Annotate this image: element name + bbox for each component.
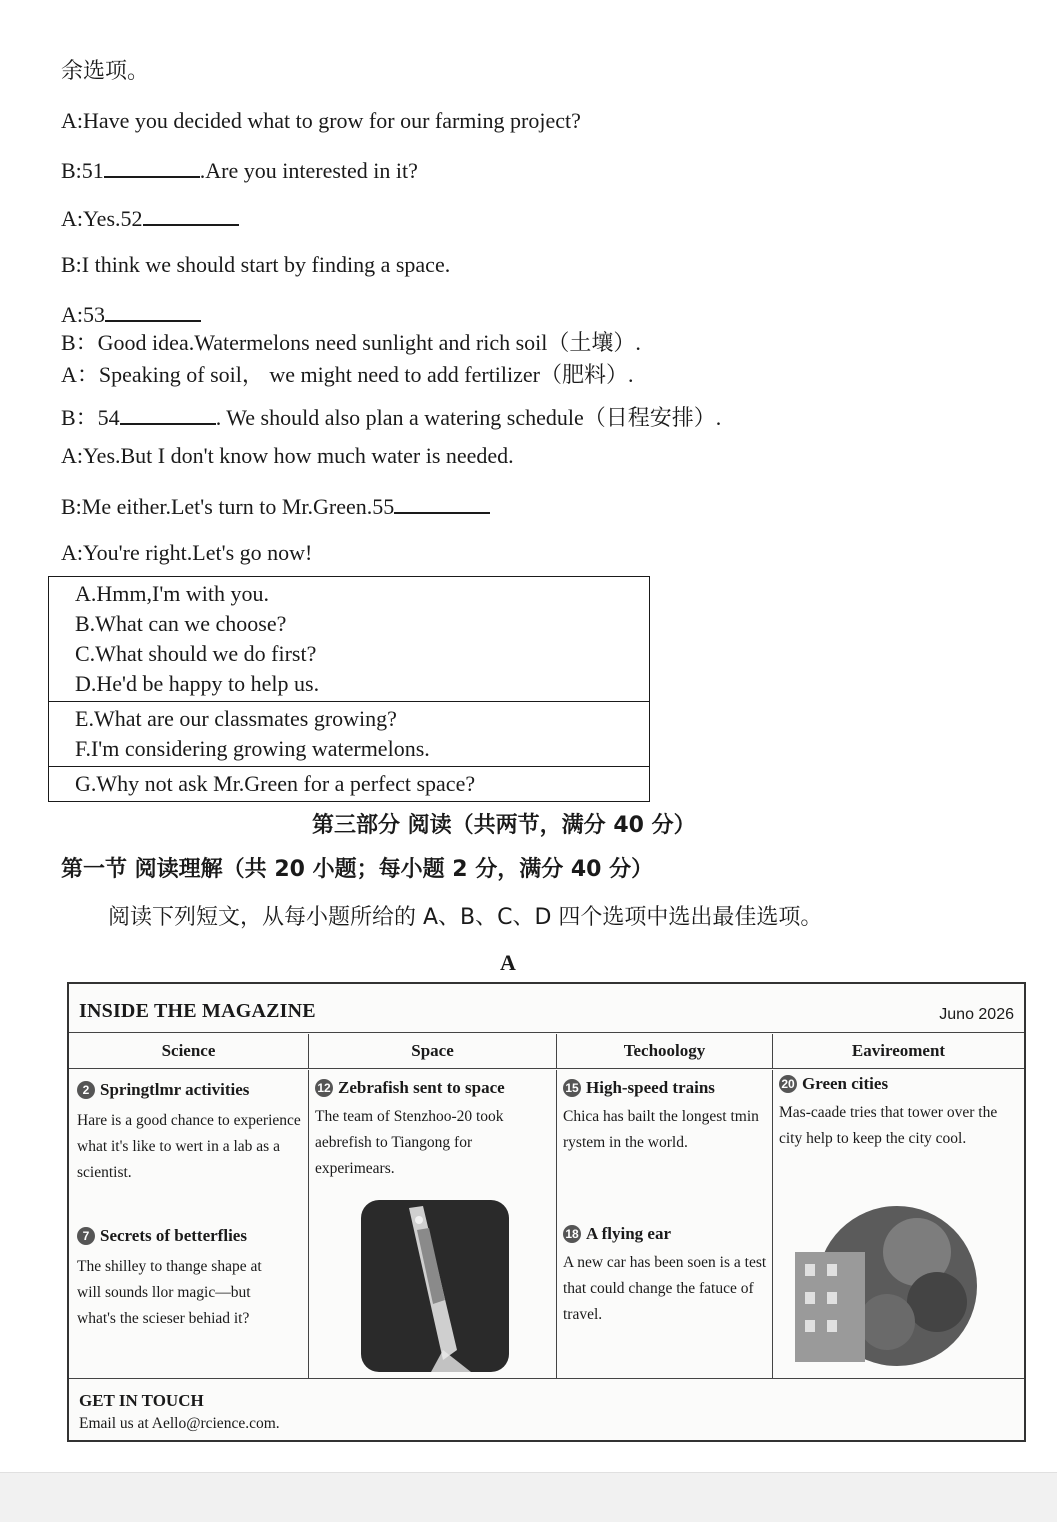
item-number-badge: 7 xyxy=(77,1227,95,1245)
item-description: The shilley to thange shape at will sounds llor magic—but what's the scieser behiad it? xyxy=(77,1258,262,1327)
item-title-text: Green cities xyxy=(802,1074,889,1093)
answer-blank[interactable] xyxy=(394,492,490,514)
dialogue-line xyxy=(61,156,418,184)
item-title-text: Zebrafish sent to space xyxy=(338,1078,505,1097)
dialogue-line xyxy=(61,108,581,134)
item-title xyxy=(563,1078,715,1098)
item-description: The team of Stenzhoo-20 took aebrefish to Tiangong for experimears. xyxy=(315,1108,504,1177)
item-title-text: Secrets of betterflies xyxy=(100,1226,247,1245)
dialogue-text: B：Good idea.Watermelons need sunlight and rich soil（土壤）. xyxy=(61,330,641,355)
dialogue-line xyxy=(61,540,312,566)
magazine-header xyxy=(69,984,1024,1033)
option-b: B.What can we choose? xyxy=(75,611,287,636)
green-city-image xyxy=(787,1202,979,1370)
options-group-3 xyxy=(49,767,649,801)
dialogue-line xyxy=(61,300,201,328)
item-title-text: High-speed trains xyxy=(586,1078,715,1097)
dialogue-text: B:51 xyxy=(61,158,104,183)
section-title: 第一节 阅读理解（共 20 小题；每小题 2 分，满分 40 分） xyxy=(61,857,654,882)
dialogue-text-suffix: .Are you interested in it? xyxy=(199,158,418,183)
item-number-badge: 18 xyxy=(563,1225,581,1243)
item-title xyxy=(77,1226,247,1246)
dialogue-text-suffix: . We should also plan a watering schedule（日程安排）. xyxy=(215,405,722,430)
dialogue-text: A:53 xyxy=(61,302,105,327)
item-number-badge: 15 xyxy=(563,1079,581,1097)
dialogue-line xyxy=(61,330,641,356)
options-group-2 xyxy=(49,702,649,767)
dialogue-text: A：Speaking of soil， we might need to add fertilizer（肥料）. xyxy=(61,362,634,387)
column-environment: Eavireoment xyxy=(851,1041,946,1060)
magazine-table xyxy=(67,982,1026,1442)
item-number-badge: 2 xyxy=(77,1081,95,1099)
item-description: A new car has been soen is a test that could change the fatuce of travel. xyxy=(563,1254,767,1323)
answer-blank[interactable] xyxy=(104,156,200,178)
option-a: A.Hmm,I'm with you. xyxy=(75,581,270,606)
footer-email: Email us at Aello@rcience.com. xyxy=(79,1415,280,1432)
dialogue-line xyxy=(61,403,721,431)
intro-fragment: 余选项。 xyxy=(61,58,150,83)
answer-blank[interactable] xyxy=(120,403,216,425)
magazine-title: INSIDE THE MAGAZINE xyxy=(79,1000,316,1022)
rocket-launch-image xyxy=(361,1200,509,1372)
magazine-footer xyxy=(69,1378,1024,1441)
column-science: Science xyxy=(69,1034,309,1068)
option-c: C.What should we do first? xyxy=(75,641,317,666)
science-column xyxy=(69,1070,309,1378)
dialogue-text: B：54 xyxy=(61,405,120,430)
item-title-text: A flying ear xyxy=(586,1224,671,1243)
technology-column xyxy=(557,1070,773,1378)
answer-blank[interactable] xyxy=(143,204,239,226)
environment-column xyxy=(773,1070,1024,1378)
item-description: Mas-caade tries that tower over the city help to keep the city cool. xyxy=(779,1104,998,1147)
item-description: Chica has bailt the longest tmin rystem in the world. xyxy=(563,1108,759,1151)
options-group-1 xyxy=(49,577,649,702)
column-headers xyxy=(69,1034,1024,1069)
dialogue-line xyxy=(61,252,450,278)
dialogue-text: A:Yes.52 xyxy=(61,206,143,231)
instruction: 阅读下列短文，从每小题所给的 A、B、C、D 四个选项中选出最佳选项。 xyxy=(108,905,823,930)
viewer-bottom-bar xyxy=(0,1472,1057,1522)
passage-letter: A xyxy=(500,950,516,975)
magazine-date: Juno 2026 xyxy=(939,1006,1014,1023)
dialogue-text: B:Me either.Let's turn to Mr.Green.55 xyxy=(61,494,395,519)
option-d: D.He'd be happy to help us. xyxy=(75,671,320,696)
item-title xyxy=(315,1078,505,1098)
item-number-badge: 12 xyxy=(315,1079,333,1097)
item-description: Hare is a good chance to experience what it's like to wert in a lab as a scientist. xyxy=(77,1112,301,1181)
item-title-text: Springtlmr activities xyxy=(100,1080,250,1099)
dialogue-line xyxy=(61,492,490,520)
space-column xyxy=(309,1070,557,1378)
option-f: F.I'm considering growing watermelons. xyxy=(75,736,430,761)
column-technology: Techoology xyxy=(557,1034,773,1068)
dialogue-text: A:You're right.Let's go now! xyxy=(61,540,313,565)
dialogue-line xyxy=(61,443,514,469)
item-title xyxy=(779,1074,888,1094)
options-box xyxy=(48,576,650,802)
part-title: 第三部分 阅读（共两节，满分 40 分） xyxy=(312,813,696,838)
option-e: E.What are our classmates growing? xyxy=(75,706,397,731)
dialogue-text: A:Have you decided what to grow for our farming project? xyxy=(61,108,581,133)
answer-blank[interactable] xyxy=(105,300,201,322)
dialogue-text: A:Yes.But I don't know how much water is needed. xyxy=(61,443,514,468)
option-g: G.Why not ask Mr.Green for a perfect space? xyxy=(75,771,476,796)
dialogue-text: B:I think we should start by finding a space. xyxy=(61,252,451,277)
item-title xyxy=(563,1224,671,1244)
item-number-badge: 20 xyxy=(779,1075,797,1093)
column-space: Space xyxy=(309,1034,557,1068)
dialogue-line xyxy=(61,204,239,232)
item-title xyxy=(77,1080,249,1100)
footer-title: GET IN TOUCH xyxy=(79,1391,204,1410)
dialogue-line xyxy=(61,362,634,388)
